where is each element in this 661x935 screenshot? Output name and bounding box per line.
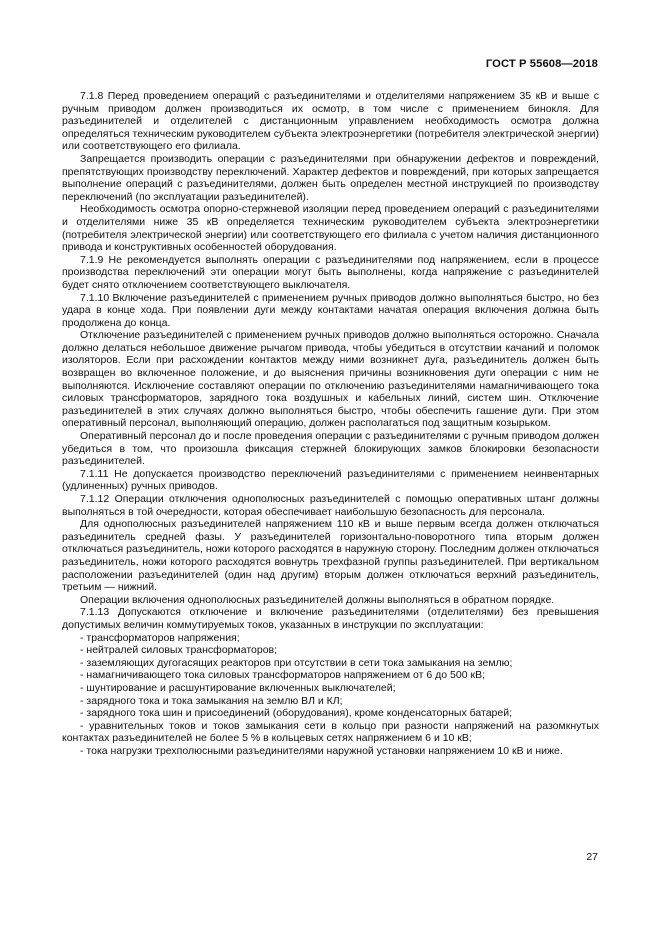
paragraph-7-1-10: 7.1.10 Включение разъединителей с применением ручных приводов должно выполняться быстро, но без удара в конце хода. При появлении дуги между контактами начатая операция включения должна быть продолжена до конца. [62,291,599,329]
list-item: - нейтралей силовых трансформаторов; [80,644,278,657]
paragraph-prohibition: Запрещается производить операции с разъединителями при обнаружении дефектов и повреждений, препятствующих производству переключений. Характер дефектов и повреждений, при которых запрещается выполнение операций с разъединителями, должен быть определен местной инструкцией по производству переключений (по эксплуатации разъединителей). [62,152,599,203]
paragraph-7-1-12: 7.1.12 Операции отключения однополюсных разъединителей с помощью оперативных штанг должны выполняться в той очередности, которая обеспечивает наибольшую безопасность для персонала. [62,493,599,518]
standard-header: ГОСТ Р 55608—2018 [485,58,598,70]
list-item: - зарядного тока шин и присоединений (оборудования), кроме конденсаторных батарей; [80,707,513,720]
paragraph-insulation-inspection: Необходимость осмотра опорно-стержневой изоляции перед проведением операций с разъединителями и отделителями ниже 35 кВ определяется техническим руководителем субъекта электроэнергетики (потребителя электрической энергии) или соответствующего его филиала с учетом наличия дистанционного привода и конструктивных особенностей оборудования. [62,203,599,254]
list-item: - намагничивающего тока силовых трансформаторов напряжением от 6 до 500 кВ; [80,669,485,682]
paragraph-single-pole-order: Для однополюсных разъединителей напряжением 110 кВ и выше первым всегда должен отключаться разъединитель средней фазы. У разъединителей горизонтально-поворотного типа вторым должен отключаться разъединитель, ножи которого расходятся в наружную сторону. Последним должен отключаться разъединитель, ножи которого расходятся вовнутрь трехфазной группы разъединителей. При вертикальном расположении разъединителей (один над другим) вторым должен отключаться верхний разъединитель, третьим — нижний. [62,518,599,594]
list-item: - трансформаторов напряжения; [80,631,240,644]
paragraph-7-1-9: 7.1.9 Не рекомендуется выполнять операции с разъединителями под напряжением, если в процессе производства переключений эти операции могут быть выполнены, когда напряжение с разъединителей будет снято отключением соответствующего выключателя. [62,253,599,291]
list-item: - зарядного тока и тока замыкания на землю ВЛ и КЛ; [80,694,343,707]
paragraph-7-1-11: 7.1.11 Не допускается производство переключений разъединителями с применением неинвентарных (удлиненных) ручных приводов. [62,467,599,493]
paragraph-manual-disconnect: Отключение разъединителей с применением ручных приводов должно выполняться осторожно. Сначала должно делаться небольшое движение рычагом привода, чтобы убедиться в отсутствии качаний и поломок изоляторов. Если при расхождении контактов между ними возникнет дуга, разъединитель должен быть возвращен во включенное положение, и до выяснения причины возникновения дуги операции с ним не выполняются. Исключение составляют операции по отключению разъединителями намагничивающего тока силовых трансформаторов, зарядного тока воздушных и кабельных линий, систем шин. Отключение разъединителей в этих случаях должно выполняться быстро, чтобы обеспечить гашение дуги. При этом оперативный персонал, выполняющий операцию, должен располагаться под защитным козырьком. [62,329,599,430]
list-item: - шунтирование и расшунтирование включенных выключателей; [80,681,396,694]
body-text [62,90,599,757]
list-item: - уравнительных токов и токов замыкания сети в кольцо при разности напряжений на разомкнутых контактах разъединителей не более 5 % в кольцевых сетях напряжением 6 и 10 кВ; [62,719,599,745]
page-number: 27 [586,851,598,863]
paragraph-7-1-13: 7.1.13 Допускаются отключение и включение разъединителями (отделителями) без превышения допустимых величин коммутируемых токов, указанных в инструкции по эксплуатации: [62,606,599,631]
paragraph-lock-check: Оперативный персонал до и после проведения операции с разъединителями с ручным приводом должен убедиться в том, что произошла фиксация стержней блокирующих замков блокировки безопасности разъединителей. [62,430,599,468]
paragraph-7-1-8: 7.1.8 Перед проведением операций с разъединителями и отделителями напряжением 35 кВ и выше с ручным приводом должен производиться их осмотр, в том числе с применением бинокля. Для разъединителей и отделителей с дистанционным управлением необходимость осмотра должна определяться техническим руководителем субъекта электроэнергетики (потребителя электрической энергии) или соответствующего его филиала. [62,90,599,153]
paragraph-reverse-order: Операции включения однополюсных разъединителей должны выполняться в обратном порядке. [80,593,555,606]
list-item: - тока нагрузки трехполюсными разъединителями наружной установки напряжением 10 кВ и ниже. [80,744,563,757]
list-item: - заземляющих дугогасящих реакторов при отсутствии в сети тока замыкания на землю; [80,656,513,669]
